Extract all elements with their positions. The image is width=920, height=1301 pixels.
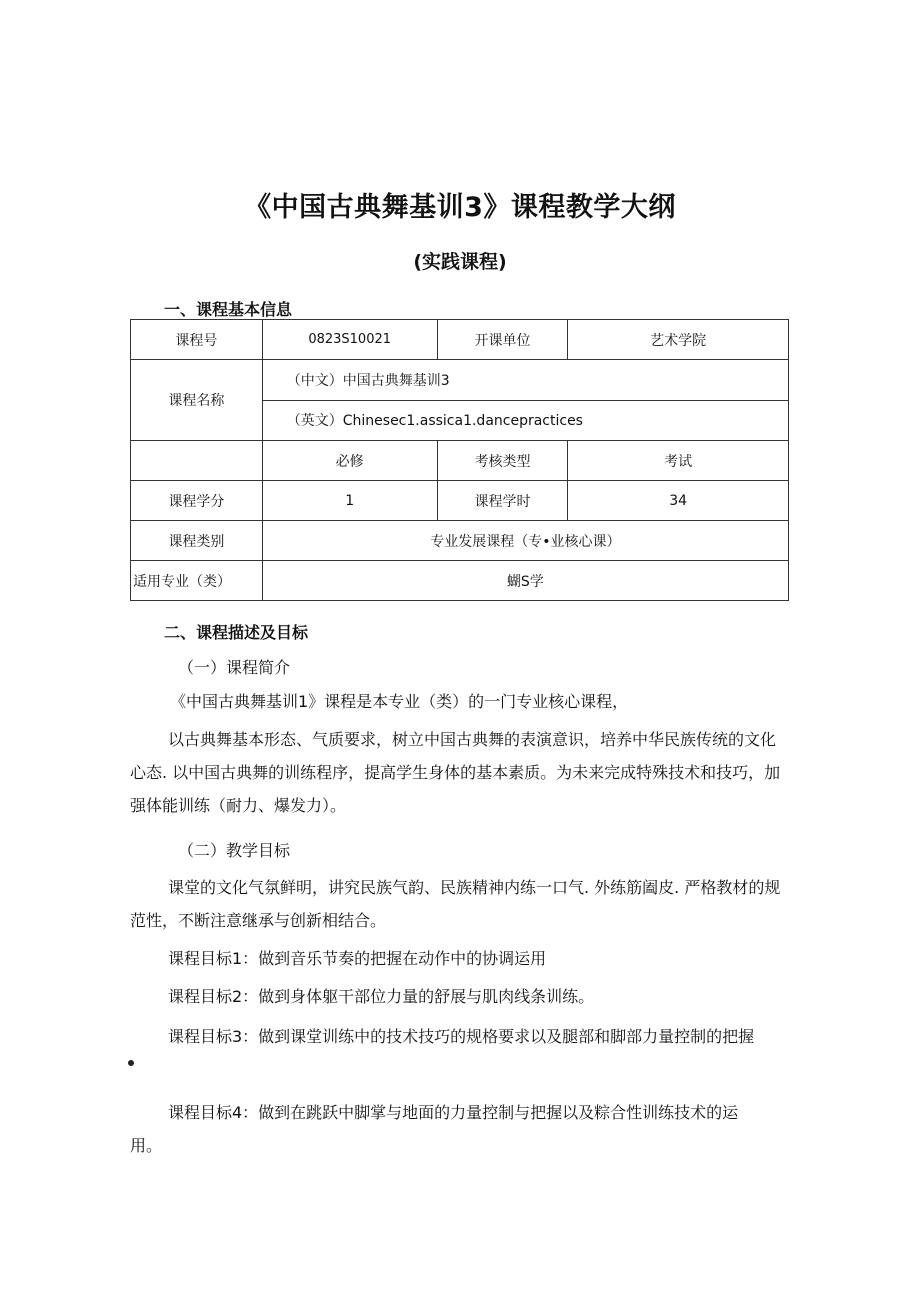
table-row [131,481,789,521]
course-goal-3: 课程目标3：做到课堂训练中的技术技巧的规格要求以及腿部和脚部力量控制的把握 [168,1027,755,1046]
course-name-en: （英文）Chinesec1.assica1.dancepractices [262,400,788,441]
dept-label: 开课单位 [437,320,568,360]
intro-heading: （一）课程简介 [178,658,291,677]
course-goal-2: 课程目标2：做到身体躯干部位力量的舒展与肌肉线条训练。 [168,987,595,1006]
goal-paragraph: 课堂的文化气氛鲜明，讲究民族气韵、民族精神内练一口气. 外练筋阖皮. 严格教材的规范性，不断注意继承与创新相结合。 [130,878,781,930]
table-row [131,561,789,601]
hours-label: 课程学时 [437,481,568,521]
assess-label: 考核类型 [437,441,568,481]
course-goal-4: 课程目标4：做到在跳跃中脚掌与地面的力量控制与把握以及粽合性训练技术的运用。 [130,1103,739,1155]
bullet-dot [128,1060,134,1066]
empty-cell [131,441,263,481]
document-subtitle: (实践课程) [413,251,507,273]
document-title: 《中国古典舞基训3》课程教学大纲 [244,192,676,223]
table-row [131,441,789,481]
table-row [131,320,789,360]
major-label: 适用专业（类） [131,561,263,601]
table-row [131,360,789,401]
assess-value: 考试 [568,441,789,481]
goal-heading: （二）教学目标 [178,841,291,860]
course-name-cn: （中文）中国古典舞基训3 [262,360,788,401]
required-value: 必修 [262,441,437,481]
course-info-table [130,319,789,601]
category-value: 专业发展课程（专•业核心课） [262,521,788,561]
course-name-label: 课程名称 [131,360,263,441]
dept-value: 艺术学院 [568,320,789,360]
major-value: 蝴S学 [262,561,788,601]
course-no-value: 0823S10021 [262,320,437,360]
section-heading-basic-info: 一、课程基本信息 [164,300,293,319]
credit-value: 1 [262,481,437,521]
category-label: 课程类别 [131,521,263,561]
hours-value: 34 [568,481,789,521]
course-no-label: 课程号 [131,320,263,360]
table-row [131,521,789,561]
intro-paragraph: 以古典舞基本形态、气质要求，树立中国古典舞的表演意识，培养中华民族传统的文化心态. 以中国古典舞的训练程序，提高学生身体的基本素质。为未来完成特殊技术和技巧，加强体能训练（耐力、爆发力）。 [130,730,781,815]
credit-label: 课程学分 [131,481,263,521]
course-goal-1: 课程目标1：做到音乐节奏的把握在动作中的协调运用 [168,949,547,968]
section-heading-description: 二、课程描述及目标 [164,623,309,642]
intro-first-line: 《中国古典舞基训1》课程是本专业（类）的一门专业核心课程， [170,692,629,711]
